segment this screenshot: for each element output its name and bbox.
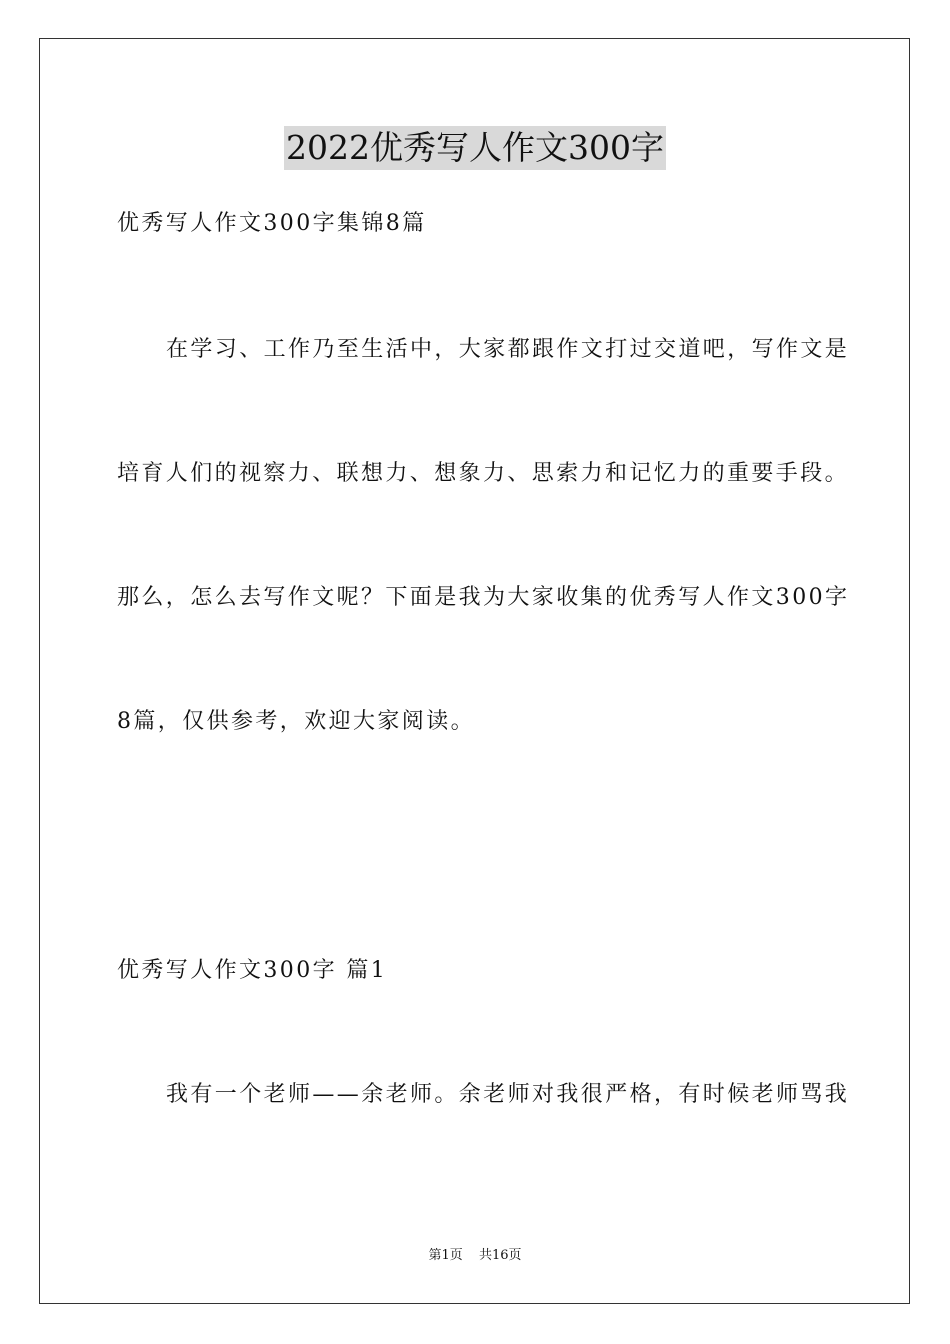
intro-line-3: 那么，怎么去写作文呢？下面是我为大家收集的优秀写人作文300字 (117, 585, 850, 610)
intro-line-1: 在学习、工作乃至生活中，大家都跟作文打过交道吧，写作文是 (166, 337, 850, 362)
section-heading: 优秀写人作文300字 篇1 (117, 958, 388, 983)
page-footer (0, 1247, 950, 1265)
page-number: 第1页 (428, 1248, 463, 1263)
document-title: 2022优秀写人作文300字 (284, 126, 666, 170)
page-total: 共16页 (478, 1248, 522, 1263)
intro-line-2: 培育人们的视察力、联想力、想象力、思索力和记忆力的重要手段。 (117, 461, 850, 486)
section-line-1: 我有一个老师——余老师。余老师对我很严格，有时候老师骂我 (166, 1082, 850, 1107)
document-subtitle: 优秀写人作文300字集锦8篇 (117, 211, 427, 236)
title-container (0, 126, 950, 170)
intro-line-4: 8篇，仅供参考，欢迎大家阅读。 (117, 709, 475, 734)
